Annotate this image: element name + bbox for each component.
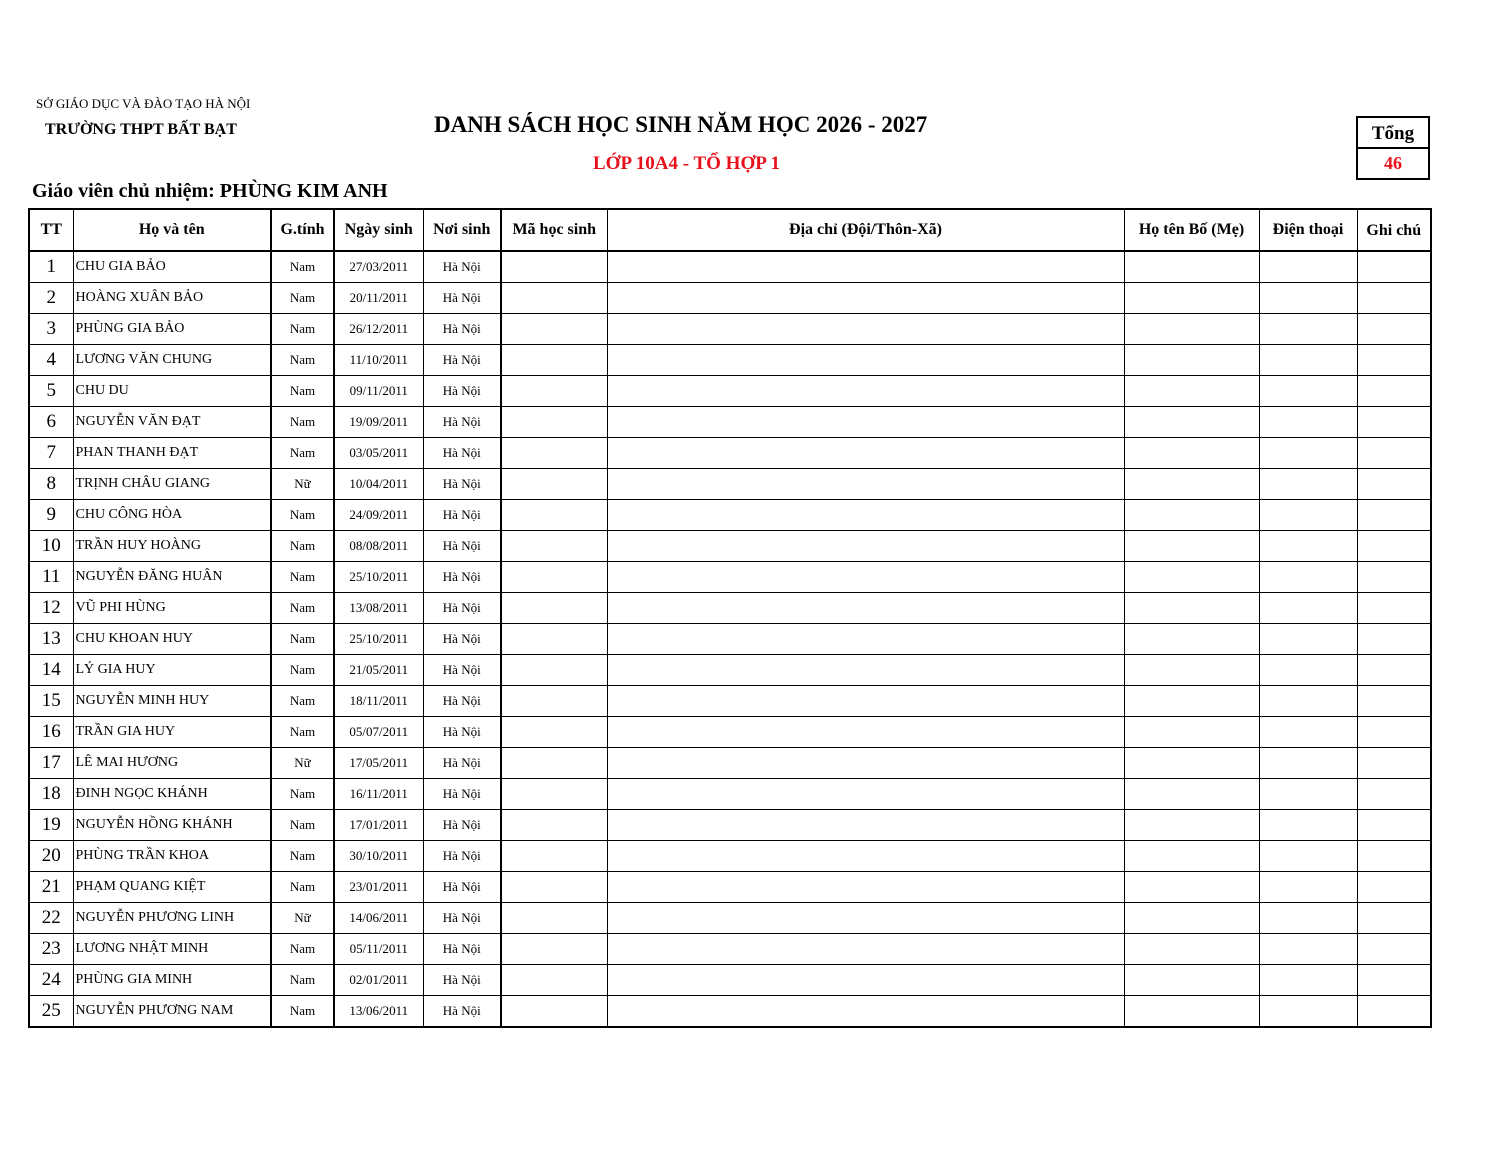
cell-birthplace: Hà Nội — [423, 996, 501, 1028]
cell-name: PHAN THANH ĐẠT — [73, 438, 271, 469]
cell-name: VŨ PHI HÙNG — [73, 593, 271, 624]
cell-dob: 19/09/2011 — [334, 407, 423, 438]
cell-dob: 10/04/2011 — [334, 469, 423, 500]
cell-student-id — [501, 872, 607, 903]
cell-tt: 16 — [29, 717, 73, 748]
cell-phone — [1259, 655, 1357, 686]
cell-tt: 2 — [29, 283, 73, 314]
table-row — [29, 283, 1431, 314]
cell-parent — [1124, 717, 1259, 748]
cell-student-id — [501, 965, 607, 996]
cell-phone — [1259, 251, 1357, 283]
table-row — [29, 748, 1431, 779]
cell-birthplace: Hà Nội — [423, 469, 501, 500]
cell-gender: Nam — [271, 531, 334, 562]
cell-notes — [1357, 779, 1431, 810]
cell-dob: 05/07/2011 — [334, 717, 423, 748]
cell-parent — [1124, 531, 1259, 562]
cell-address — [607, 779, 1124, 810]
cell-notes — [1357, 314, 1431, 345]
cell-dob: 23/01/2011 — [334, 872, 423, 903]
cell-phone — [1259, 686, 1357, 717]
cell-name: PHÙNG TRẦN KHOA — [73, 841, 271, 872]
cell-parent — [1124, 345, 1259, 376]
cell-notes — [1357, 996, 1431, 1028]
cell-notes — [1357, 531, 1431, 562]
cell-notes — [1357, 748, 1431, 779]
cell-gender: Nam — [271, 779, 334, 810]
cell-notes — [1357, 500, 1431, 531]
cell-gender: Nữ — [271, 903, 334, 934]
cell-dob: 03/05/2011 — [334, 438, 423, 469]
cell-address — [607, 469, 1124, 500]
cell-student-id — [501, 251, 607, 283]
cell-parent — [1124, 996, 1259, 1028]
cell-name: NGUYỄN HỒNG KHÁNH — [73, 810, 271, 841]
cell-parent — [1124, 438, 1259, 469]
cell-phone — [1259, 748, 1357, 779]
column-header-student-id: Mã học sinh — [501, 209, 607, 251]
cell-tt: 5 — [29, 376, 73, 407]
cell-birthplace: Hà Nội — [423, 531, 501, 562]
cell-notes — [1357, 283, 1431, 314]
total-value: 46 — [1384, 153, 1402, 173]
cell-name: TRỊNH CHÂU GIANG — [73, 469, 271, 500]
cell-tt: 4 — [29, 345, 73, 376]
cell-student-id — [501, 996, 607, 1028]
cell-gender: Nam — [271, 407, 334, 438]
cell-name: LƯƠNG VĂN CHUNG — [73, 345, 271, 376]
cell-gender: Nam — [271, 251, 334, 283]
cell-phone — [1259, 500, 1357, 531]
cell-tt: 24 — [29, 965, 73, 996]
cell-parent — [1124, 965, 1259, 996]
cell-birthplace: Hà Nội — [423, 438, 501, 469]
student-table — [28, 208, 1432, 1028]
cell-student-id — [501, 686, 607, 717]
cell-notes — [1357, 562, 1431, 593]
cell-tt: 19 — [29, 810, 73, 841]
cell-parent — [1124, 748, 1259, 779]
table-row — [29, 531, 1431, 562]
cell-address — [607, 996, 1124, 1028]
cell-dob: 24/09/2011 — [334, 500, 423, 531]
cell-birthplace: Hà Nội — [423, 841, 501, 872]
cell-birthplace: Hà Nội — [423, 655, 501, 686]
cell-gender: Nam — [271, 841, 334, 872]
table-row — [29, 314, 1431, 345]
cell-address — [607, 841, 1124, 872]
cell-student-id — [501, 562, 607, 593]
cell-parent — [1124, 251, 1259, 283]
cell-student-id — [501, 500, 607, 531]
cell-tt: 17 — [29, 748, 73, 779]
cell-gender: Nam — [271, 810, 334, 841]
table-row — [29, 934, 1431, 965]
cell-student-id — [501, 624, 607, 655]
cell-dob: 13/08/2011 — [334, 593, 423, 624]
cell-phone — [1259, 314, 1357, 345]
cell-name: CHU CÔNG HÒA — [73, 500, 271, 531]
cell-student-id — [501, 407, 607, 438]
cell-phone — [1259, 841, 1357, 872]
cell-birthplace: Hà Nội — [423, 593, 501, 624]
cell-student-id — [501, 934, 607, 965]
cell-name: HOÀNG XUÂN BẢO — [73, 283, 271, 314]
cell-notes — [1357, 841, 1431, 872]
cell-address — [607, 965, 1124, 996]
cell-phone — [1259, 345, 1357, 376]
cell-gender: Nam — [271, 934, 334, 965]
cell-birthplace: Hà Nội — [423, 810, 501, 841]
cell-tt: 9 — [29, 500, 73, 531]
page-title: DANH SÁCH HỌC SINH NĂM HỌC 2026 - 2027 — [434, 112, 928, 137]
cell-dob: 14/06/2011 — [334, 903, 423, 934]
cell-phone — [1259, 376, 1357, 407]
table-row — [29, 841, 1431, 872]
cell-phone — [1259, 779, 1357, 810]
cell-name: ĐINH NGỌC KHÁNH — [73, 779, 271, 810]
table-row — [29, 903, 1431, 934]
column-header-dob: Ngày sinh — [334, 209, 423, 251]
cell-gender: Nam — [271, 655, 334, 686]
cell-address — [607, 903, 1124, 934]
cell-name: TRẦN GIA HUY — [73, 717, 271, 748]
cell-parent — [1124, 314, 1259, 345]
cell-address — [607, 345, 1124, 376]
cell-tt: 21 — [29, 872, 73, 903]
cell-notes — [1357, 407, 1431, 438]
cell-gender: Nữ — [271, 469, 334, 500]
cell-notes — [1357, 624, 1431, 655]
cell-dob: 18/11/2011 — [334, 686, 423, 717]
cell-address — [607, 934, 1124, 965]
cell-parent — [1124, 469, 1259, 500]
cell-tt: 8 — [29, 469, 73, 500]
column-header-parent: Họ tên Bố (Mẹ) — [1124, 209, 1259, 251]
cell-dob: 11/10/2011 — [334, 345, 423, 376]
cell-gender: Nam — [271, 345, 334, 376]
table-row — [29, 686, 1431, 717]
cell-phone — [1259, 934, 1357, 965]
cell-parent — [1124, 500, 1259, 531]
cell-gender: Nam — [271, 686, 334, 717]
cell-tt: 1 — [29, 251, 73, 283]
cell-name: LÝ GIA HUY — [73, 655, 271, 686]
cell-dob: 26/12/2011 — [334, 314, 423, 345]
cell-notes — [1357, 903, 1431, 934]
cell-notes — [1357, 810, 1431, 841]
cell-notes — [1357, 251, 1431, 283]
cell-parent — [1124, 593, 1259, 624]
table-row — [29, 469, 1431, 500]
cell-parent — [1124, 376, 1259, 407]
table-header-row — [29, 209, 1431, 251]
cell-birthplace: Hà Nội — [423, 903, 501, 934]
cell-tt: 25 — [29, 996, 73, 1028]
cell-name: TRẦN HUY HOÀNG — [73, 531, 271, 562]
cell-address — [607, 717, 1124, 748]
cell-address — [607, 283, 1124, 314]
cell-phone — [1259, 872, 1357, 903]
total-box — [1356, 116, 1430, 180]
table-row — [29, 562, 1431, 593]
cell-name: CHU DU — [73, 376, 271, 407]
cell-birthplace: Hà Nội — [423, 934, 501, 965]
table-row — [29, 407, 1431, 438]
table-row — [29, 996, 1431, 1028]
cell-birthplace: Hà Nội — [423, 965, 501, 996]
table-row — [29, 376, 1431, 407]
table-row — [29, 345, 1431, 376]
column-header-tt: TT — [29, 209, 73, 251]
cell-tt: 11 — [29, 562, 73, 593]
cell-student-id — [501, 655, 607, 686]
cell-tt: 14 — [29, 655, 73, 686]
cell-name: NGUYỄN PHƯƠNG LINH — [73, 903, 271, 934]
cell-birthplace: Hà Nội — [423, 717, 501, 748]
cell-address — [607, 251, 1124, 283]
table-row — [29, 624, 1431, 655]
cell-gender: Nam — [271, 562, 334, 593]
cell-student-id — [501, 593, 607, 624]
cell-gender: Nam — [271, 965, 334, 996]
cell-phone — [1259, 903, 1357, 934]
cell-gender: Nam — [271, 376, 334, 407]
cell-birthplace: Hà Nội — [423, 345, 501, 376]
table-row — [29, 593, 1431, 624]
cell-dob: 25/10/2011 — [334, 624, 423, 655]
cell-gender: Nam — [271, 438, 334, 469]
cell-birthplace: Hà Nội — [423, 407, 501, 438]
cell-student-id — [501, 314, 607, 345]
cell-gender: Nam — [271, 593, 334, 624]
cell-tt: 23 — [29, 934, 73, 965]
cell-gender: Nam — [271, 717, 334, 748]
cell-tt: 10 — [29, 531, 73, 562]
cell-parent — [1124, 562, 1259, 593]
cell-dob: 25/10/2011 — [334, 562, 423, 593]
cell-dob: 05/11/2011 — [334, 934, 423, 965]
cell-notes — [1357, 934, 1431, 965]
cell-gender: Nam — [271, 996, 334, 1028]
cell-birthplace: Hà Nội — [423, 779, 501, 810]
cell-gender: Nam — [271, 624, 334, 655]
cell-notes — [1357, 438, 1431, 469]
cell-birthplace: Hà Nội — [423, 251, 501, 283]
cell-student-id — [501, 748, 607, 779]
table-row — [29, 717, 1431, 748]
cell-parent — [1124, 841, 1259, 872]
cell-student-id — [501, 903, 607, 934]
cell-dob: 16/11/2011 — [334, 779, 423, 810]
cell-notes — [1357, 965, 1431, 996]
cell-notes — [1357, 686, 1431, 717]
cell-tt: 6 — [29, 407, 73, 438]
cell-gender: Nam — [271, 872, 334, 903]
cell-dob: 17/05/2011 — [334, 748, 423, 779]
cell-parent — [1124, 407, 1259, 438]
cell-name: NGUYỄN ĐĂNG HUÂN — [73, 562, 271, 593]
table-row — [29, 810, 1431, 841]
cell-birthplace: Hà Nội — [423, 562, 501, 593]
cell-phone — [1259, 407, 1357, 438]
cell-tt: 18 — [29, 779, 73, 810]
table-row — [29, 655, 1431, 686]
cell-dob: 20/11/2011 — [334, 283, 423, 314]
homeroom-teacher: Giáo viên chủ nhiệm: PHÙNG KIM ANH — [32, 180, 388, 202]
cell-address — [607, 810, 1124, 841]
table-row — [29, 965, 1431, 996]
cell-birthplace: Hà Nội — [423, 314, 501, 345]
cell-notes — [1357, 872, 1431, 903]
cell-tt: 3 — [29, 314, 73, 345]
cell-student-id — [501, 438, 607, 469]
cell-student-id — [501, 717, 607, 748]
column-header-notes: Ghi chú — [1357, 209, 1431, 251]
cell-notes — [1357, 655, 1431, 686]
cell-student-id — [501, 531, 607, 562]
cell-student-id — [501, 376, 607, 407]
cell-tt: 20 — [29, 841, 73, 872]
cell-notes — [1357, 717, 1431, 748]
column-header-phone: Điện thoại — [1259, 209, 1357, 251]
column-header-birthplace: Nơi sinh — [423, 209, 501, 251]
cell-name: PHÙNG GIA MINH — [73, 965, 271, 996]
cell-tt: 22 — [29, 903, 73, 934]
cell-address — [607, 531, 1124, 562]
cell-dob: 09/11/2011 — [334, 376, 423, 407]
cell-name: NGUYỄN VĂN ĐẠT — [73, 407, 271, 438]
cell-address — [607, 624, 1124, 655]
cell-tt: 13 — [29, 624, 73, 655]
table-row — [29, 251, 1431, 283]
cell-student-id — [501, 345, 607, 376]
cell-notes — [1357, 469, 1431, 500]
cell-address — [607, 686, 1124, 717]
cell-notes — [1357, 593, 1431, 624]
cell-phone — [1259, 283, 1357, 314]
cell-notes — [1357, 376, 1431, 407]
cell-name: LƯƠNG NHẬT MINH — [73, 934, 271, 965]
cell-dob: 21/05/2011 — [334, 655, 423, 686]
table-row — [29, 500, 1431, 531]
total-label: Tổng — [1358, 118, 1428, 149]
cell-address — [607, 748, 1124, 779]
cell-address — [607, 562, 1124, 593]
cell-phone — [1259, 965, 1357, 996]
cell-tt: 15 — [29, 686, 73, 717]
cell-address — [607, 500, 1124, 531]
cell-parent — [1124, 283, 1259, 314]
cell-parent — [1124, 903, 1259, 934]
cell-parent — [1124, 624, 1259, 655]
cell-student-id — [501, 283, 607, 314]
cell-gender: Nữ — [271, 748, 334, 779]
cell-phone — [1259, 438, 1357, 469]
cell-dob: 17/01/2011 — [334, 810, 423, 841]
cell-birthplace: Hà Nội — [423, 500, 501, 531]
column-header-gender: G.tính — [271, 209, 334, 251]
column-header-name: Họ và tên — [73, 209, 271, 251]
cell-tt: 7 — [29, 438, 73, 469]
cell-name: PHẠM QUANG KIỆT — [73, 872, 271, 903]
cell-dob: 27/03/2011 — [334, 251, 423, 283]
table-row — [29, 779, 1431, 810]
cell-parent — [1124, 872, 1259, 903]
cell-address — [607, 655, 1124, 686]
cell-birthplace: Hà Nội — [423, 376, 501, 407]
cell-dob: 08/08/2011 — [334, 531, 423, 562]
cell-phone — [1259, 531, 1357, 562]
cell-birthplace: Hà Nội — [423, 283, 501, 314]
cell-birthplace: Hà Nội — [423, 686, 501, 717]
cell-name: NGUYỄN PHƯƠNG NAM — [73, 996, 271, 1028]
cell-parent — [1124, 810, 1259, 841]
cell-name: NGUYỄN MINH HUY — [73, 686, 271, 717]
cell-phone — [1259, 562, 1357, 593]
cell-phone — [1259, 469, 1357, 500]
cell-dob: 30/10/2011 — [334, 841, 423, 872]
cell-dob: 13/06/2011 — [334, 996, 423, 1028]
cell-gender: Nam — [271, 283, 334, 314]
cell-parent — [1124, 655, 1259, 686]
cell-parent — [1124, 934, 1259, 965]
cell-dob: 02/01/2011 — [334, 965, 423, 996]
class-subtitle: LỚP 10A4 - TỔ HỢP 1 — [593, 153, 781, 174]
cell-address — [607, 872, 1124, 903]
department-name: SỞ GIÁO DỤC VÀ ĐÀO TẠO HÀ NỘI — [36, 96, 251, 111]
school-name: TRƯỜNG THPT BẤT BẠT — [45, 121, 237, 138]
cell-phone — [1259, 996, 1357, 1028]
cell-address — [607, 438, 1124, 469]
cell-name: LÊ MAI HƯƠNG — [73, 748, 271, 779]
cell-tt: 12 — [29, 593, 73, 624]
cell-birthplace: Hà Nội — [423, 748, 501, 779]
cell-student-id — [501, 469, 607, 500]
cell-address — [607, 376, 1124, 407]
table-row — [29, 438, 1431, 469]
column-header-address: Địa chỉ (Đội/Thôn-Xã) — [607, 209, 1124, 251]
cell-name: PHÙNG GIA BẢO — [73, 314, 271, 345]
cell-birthplace: Hà Nội — [423, 624, 501, 655]
cell-address — [607, 593, 1124, 624]
cell-notes — [1357, 345, 1431, 376]
cell-address — [607, 314, 1124, 345]
cell-student-id — [501, 779, 607, 810]
cell-name: CHU GIA BẢO — [73, 251, 271, 283]
table-row — [29, 872, 1431, 903]
cell-phone — [1259, 810, 1357, 841]
cell-gender: Nam — [271, 500, 334, 531]
cell-phone — [1259, 593, 1357, 624]
cell-student-id — [501, 841, 607, 872]
cell-name: CHU KHOAN HUY — [73, 624, 271, 655]
cell-student-id — [501, 810, 607, 841]
cell-parent — [1124, 779, 1259, 810]
cell-address — [607, 407, 1124, 438]
cell-parent — [1124, 686, 1259, 717]
cell-phone — [1259, 624, 1357, 655]
cell-birthplace: Hà Nội — [423, 872, 501, 903]
cell-phone — [1259, 717, 1357, 748]
cell-gender: Nam — [271, 314, 334, 345]
